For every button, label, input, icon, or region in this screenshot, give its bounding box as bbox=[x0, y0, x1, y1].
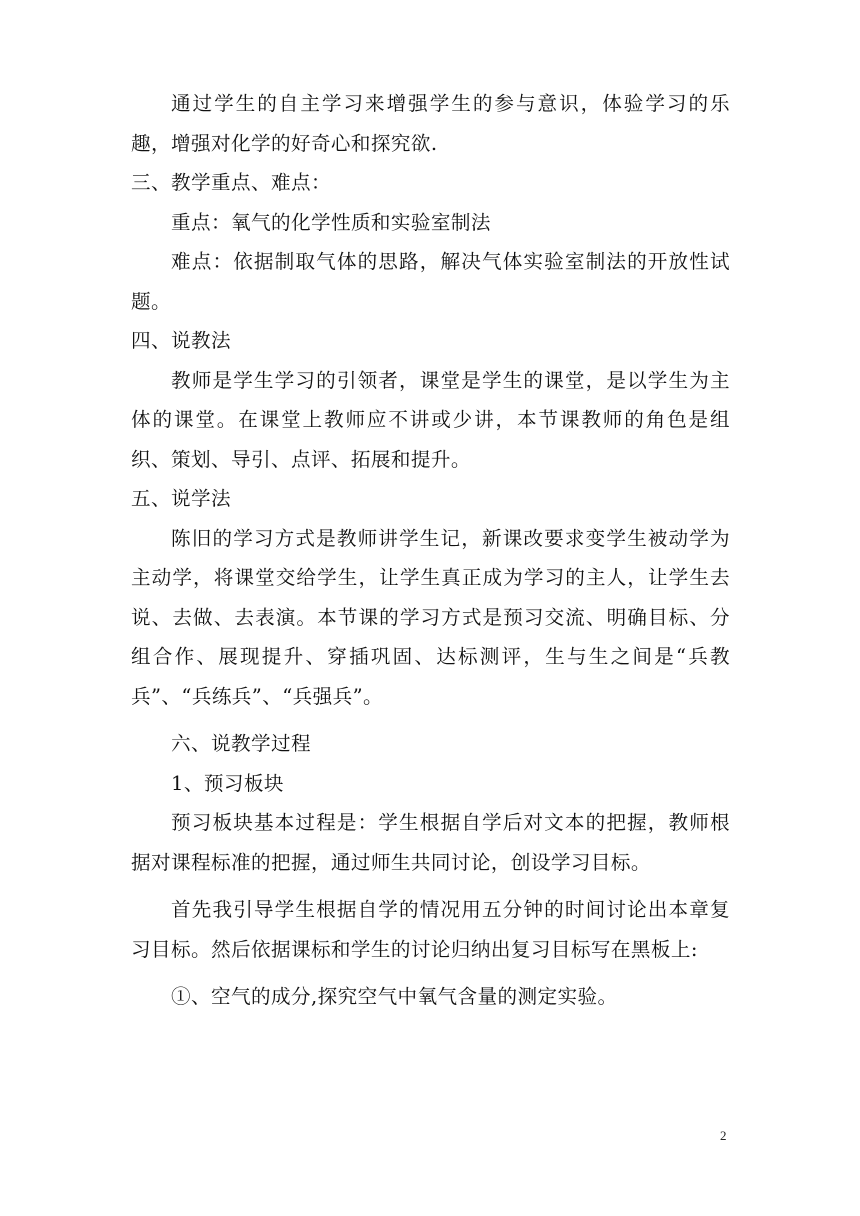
heading-teaching-process: 六、说教学过程 bbox=[171, 732, 311, 755]
document-content bbox=[131, 84, 730, 1017]
paragraph-self-learning: 通过学生的自主学习来增强学生的参与意识，体验学习的乐趣，增强对化学的好奇心和探究欲. bbox=[131, 92, 730, 155]
page-number: 2 bbox=[720, 1128, 727, 1143]
list-item-air-composition: ①、空气的成分,探究空气中氧气含量的测定实验。 bbox=[171, 985, 618, 1008]
heading-learning-method: 五、说学法 bbox=[131, 487, 231, 510]
paragraph-difficult-point: 难点：依据制取气体的思路，解决气体实验室制法的开放性试题。 bbox=[131, 250, 730, 313]
paragraph-review-goals: 首先我引导学生根据自学的情况用五分钟的时间讨论出本章复习目标。然后依据课标和学生的讨论归纳出复习目标写在黑板上: bbox=[131, 898, 730, 961]
heading-key-difficult-points: 三、教学重点、难点： bbox=[131, 171, 331, 194]
paragraph-learning-method: 陈旧的学习方式是教师讲学生记，新课改要求变学生被动学为主动学，将课堂交给学生，让学生真正成为学习的主人，让学生去说、去做、去表演。本节课的学习方式是预习交流、明确目标、分组合作、展现提升、穿插巩固、达标测评，生与生之间是“兵教兵”、“兵练兵”、“兵强兵”。 bbox=[131, 526, 730, 708]
heading-preview-section: 1、预习板块 bbox=[171, 771, 284, 795]
heading-teaching-method: 四、说教法 bbox=[131, 329, 231, 352]
paragraph-teaching-method: 教师是学生学习的引领者，课堂是学生的课堂，是以学生为主体的课堂。在课堂上教师应不讲或少讲，本节课教师的角色是组织、策划、导引、点评、拓展和提升。 bbox=[131, 368, 730, 471]
paragraph-key-point: 重点：氧气的化学性质和实验室制法 bbox=[171, 210, 491, 234]
paragraph-preview-process: 预习板块基本过程是：学生根据自学后对文本的把握，教师根据对课程标准的把握，通过师生共同讨论，创设学习目标。 bbox=[131, 811, 730, 874]
